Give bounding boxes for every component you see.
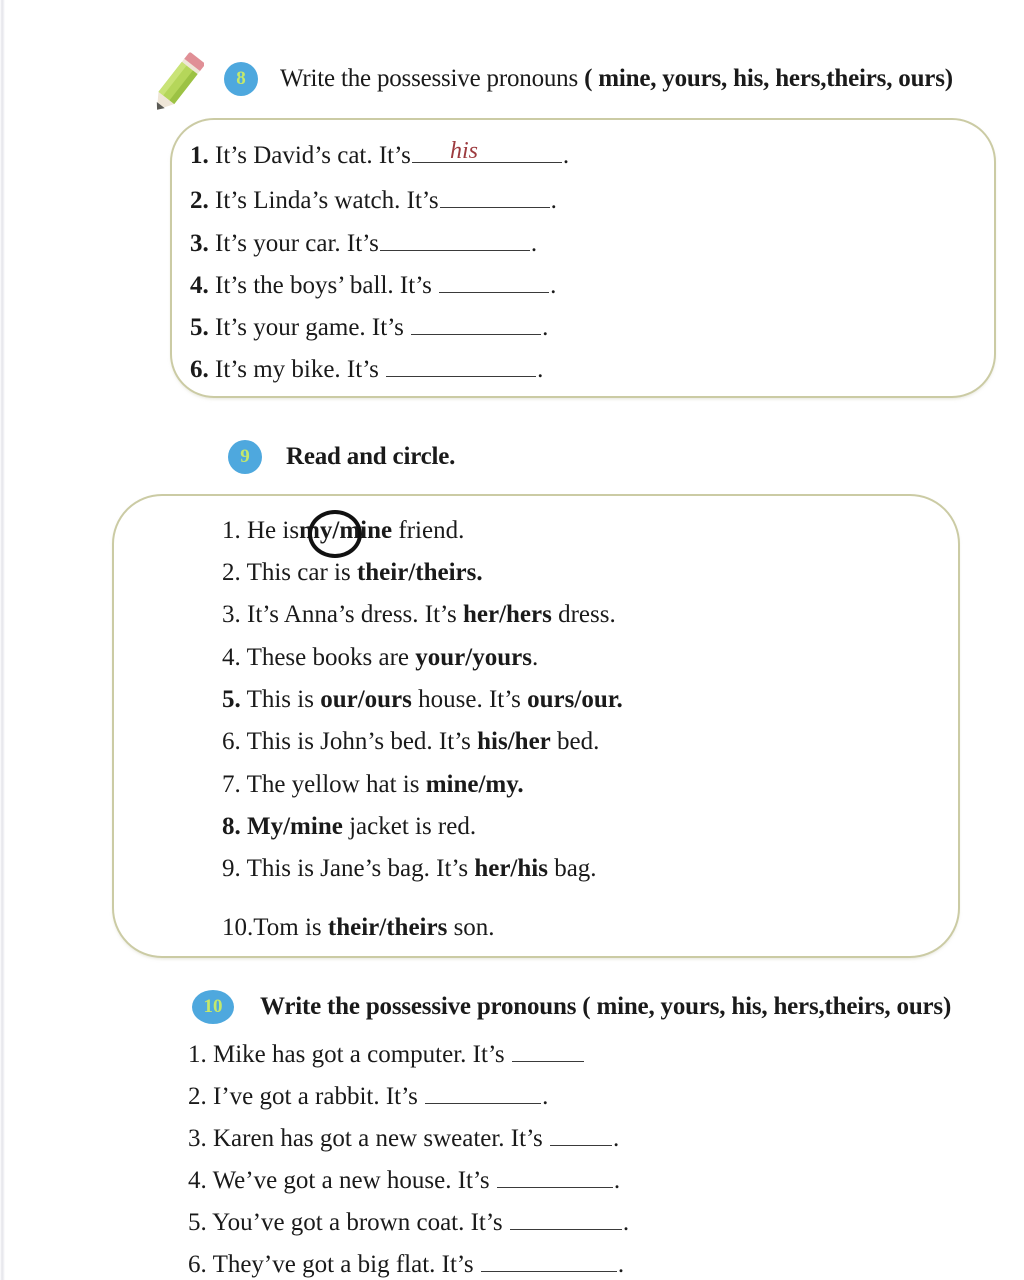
- ex9-item-1[interactable]: [222, 518, 464, 543]
- ex9-item-3-pre: It’s Anna’s dress. It’s: [247, 601, 463, 628]
- ex9-item-8-post: jacket is red.: [342, 813, 477, 840]
- ex10-item-2-text: I’ve got a rabbit. It’s: [213, 1082, 418, 1110]
- exercise-number-badge-9: 9: [228, 440, 262, 474]
- ex9-item-4-choice[interactable]: your/yours: [415, 644, 532, 671]
- ex9-item-5-choice[interactable]: our/ours: [320, 686, 412, 713]
- ex10-item-5-tail: .: [622, 1208, 630, 1236]
- ex9-item-5-number: 5.: [222, 686, 241, 713]
- ex9-item-7-number: 7.: [222, 771, 241, 798]
- ex9-item-8-choice[interactable]: My/mine: [247, 813, 343, 840]
- ex9-item-5[interactable]: [222, 687, 623, 712]
- ex9-item-2-number: 2.: [222, 559, 241, 586]
- ex10-item-4-tail: .: [613, 1166, 621, 1194]
- ex8-item-4-blank[interactable]: [439, 268, 549, 293]
- ex10-item-6-tail: .: [617, 1250, 625, 1278]
- ex8-item-5-number: 5.: [190, 313, 209, 341]
- ex8-item-6-blank[interactable]: [386, 352, 536, 377]
- exercise-10-title: [260, 993, 951, 1021]
- exercise-number-badge-10: 10: [192, 990, 234, 1024]
- exercise-number-badge-8: 8: [224, 62, 258, 96]
- ex8-item-3-text: It’s your car. It’s: [215, 229, 379, 257]
- ex10-item-2[interactable]: [188, 1079, 548, 1109]
- ex10-item-3-number: 3.: [188, 1124, 207, 1152]
- ex9-item-1-post: friend.: [392, 517, 465, 544]
- ex9-item-7[interactable]: [222, 772, 524, 797]
- ex9-item-6-post: bed.: [550, 728, 600, 755]
- ex9-item-7-pre: The yellow hat is: [246, 771, 426, 798]
- ex9-item-10-post: son.: [447, 914, 495, 941]
- ex9-item-5-choice2[interactable]: ours/our.: [527, 686, 623, 713]
- ex9-item-9-pre: This is Jane’s bag. It’s: [246, 855, 475, 882]
- ex9-item-10-choice[interactable]: their/theirs: [327, 914, 448, 941]
- ex9-item-10-number: 10.: [222, 914, 254, 941]
- ex8-item-3[interactable]: 3. It’s your car. It’s .: [190, 226, 537, 256]
- exercise-8-header: [224, 62, 953, 96]
- exercise-10-header: [192, 990, 951, 1024]
- ex8-item-1[interactable]: 1. It’s David’s cat. It’s .: [190, 138, 569, 168]
- ex10-item-3-blank[interactable]: [550, 1121, 612, 1146]
- ex9-item-10-pre: Tom is: [253, 914, 328, 941]
- ex9-item-2-choice[interactable]: their/theirs.: [356, 559, 483, 586]
- ex10-item-6-blank[interactable]: [481, 1247, 617, 1272]
- ex8-item-5[interactable]: 5. It’s your game. It’s .: [190, 310, 548, 340]
- exercise-8-title-plain: Write the possessive pronouns: [280, 65, 585, 92]
- ex8-item-6-text: It’s my bike. It’s: [215, 355, 379, 383]
- ex9-item-9-number: 9.: [222, 855, 241, 882]
- ex10-item-6[interactable]: [188, 1247, 624, 1277]
- ex8-item-2[interactable]: 2. It’s Linda’s watch. It’s .: [190, 183, 557, 213]
- exercise-9-title: Read and circle.: [286, 443, 456, 470]
- ex9-item-5-pre: This is: [246, 686, 321, 713]
- ex10-item-2-tail: .: [542, 1082, 549, 1110]
- ex9-item-4[interactable]: [222, 645, 538, 670]
- ex9-item-2-pre: This car is: [246, 559, 357, 586]
- ex8-item-5-blank[interactable]: [411, 310, 541, 335]
- ex10-item-5-text: You’ve got a brown coat. It’s: [212, 1208, 503, 1236]
- ex8-item-5-text: It’s your game. It’s: [215, 313, 404, 341]
- ex9-item-10[interactable]: [222, 915, 495, 940]
- ex8-item-4[interactable]: 4. It’s the boys’ ball. It’s .: [190, 268, 556, 298]
- ex9-item-1-number: 1.: [222, 517, 241, 544]
- pencil-icon: [152, 47, 204, 119]
- ex10-item-1-blank[interactable]: [512, 1037, 584, 1062]
- ex8-item-3-blank[interactable]: [380, 226, 530, 251]
- ex10-item-2-number: 2.: [188, 1082, 207, 1110]
- exercise-8-title: [280, 65, 953, 93]
- ex8-item-1-answer[interactable]: his: [450, 138, 479, 164]
- ex9-item-9-choice[interactable]: her/his: [474, 855, 548, 882]
- ex10-item-5-number: 5.: [188, 1208, 207, 1236]
- ex10-item-4-blank[interactable]: [497, 1163, 613, 1188]
- ex9-item-9-post: bag.: [547, 855, 597, 882]
- ex9-item-5-post: house. It’s: [411, 686, 528, 713]
- ex8-item-4-number: 4.: [190, 271, 209, 299]
- ex9-item-3-number: 3.: [222, 601, 241, 628]
- ex9-item-9[interactable]: [222, 856, 597, 881]
- ex9-item-2[interactable]: [222, 560, 483, 585]
- exercise-10-title-bold: ( mine, yours, his, hers,theirs, ours): [582, 993, 952, 1020]
- ex9-item-3[interactable]: [222, 602, 616, 627]
- ex10-item-4[interactable]: [188, 1163, 620, 1193]
- ex8-item-2-number: 2.: [190, 186, 209, 214]
- ex9-item-7-choice[interactable]: mine/my.: [425, 771, 524, 798]
- ex8-item-6[interactable]: 6. It’s my bike. It’s .: [190, 352, 543, 382]
- ex10-item-3[interactable]: [188, 1121, 619, 1151]
- ex8-item-2-text: It’s Linda’s watch. It’s: [215, 186, 439, 214]
- ex8-item-6-number: 6.: [190, 355, 209, 383]
- ex9-item-3-post: dress.: [551, 601, 616, 628]
- ex9-item-4-post: .: [531, 644, 539, 671]
- ex8-item-2-blank[interactable]: [440, 183, 550, 208]
- ex8-item-3-number: 3.: [190, 229, 209, 257]
- ex10-item-6-number: 6.: [188, 1250, 207, 1278]
- ex10-item-3-text: Karen has got a new sweater. It’s: [213, 1124, 543, 1152]
- ex9-item-8[interactable]: [222, 814, 476, 839]
- ex10-item-3-tail: .: [613, 1124, 620, 1152]
- ex8-item-1-number: 1.: [190, 141, 209, 169]
- exercise-8-title-bold: ( mine, yours, his, hers,theirs, ours): [584, 65, 953, 92]
- ex10-item-4-number: 4.: [188, 1166, 207, 1194]
- ex9-item-4-pre: These books are: [246, 644, 416, 671]
- ex9-item-4-number: 4.: [222, 644, 241, 671]
- page-left-edge: [0, 0, 5, 1280]
- ex10-item-5-blank[interactable]: [510, 1205, 622, 1230]
- ex10-item-1[interactable]: [188, 1037, 585, 1067]
- ex8-item-1-blank[interactable]: [412, 138, 562, 163]
- ex10-item-5[interactable]: [188, 1205, 629, 1235]
- exercise-10-title-plain: Write the possessive pronouns: [260, 993, 583, 1020]
- ex9-item-6-choice[interactable]: his/her: [477, 728, 551, 755]
- ex9-item-3-choice[interactable]: her/hers: [462, 601, 552, 628]
- ex10-item-2-blank[interactable]: [425, 1079, 541, 1104]
- ex9-item-6[interactable]: [222, 729, 599, 754]
- ex10-item-1-text: Mike has got a computer. It’s: [213, 1040, 505, 1068]
- ex9-item-8-number: 8.: [222, 813, 241, 840]
- exercise-9-header: [228, 440, 455, 474]
- ex10-item-6-text: They’ve got a big flat. It’s: [212, 1250, 474, 1278]
- ex8-item-4-text: It’s the boys’ ball. It’s: [215, 271, 432, 299]
- ex10-item-1-number: 1.: [188, 1040, 207, 1068]
- ex9-item-1-pre: He is: [247, 517, 300, 544]
- ex8-item-1-text: It’s David’s cat. It’s: [215, 141, 411, 169]
- ex9-item-6-pre: This is John’s bed. It’s: [246, 728, 478, 755]
- ex9-item-1-choice[interactable]: my/mine: [299, 517, 393, 544]
- ex10-item-4-text: We’ve got a new house. It’s: [212, 1166, 490, 1194]
- ex9-item-6-number: 6.: [222, 728, 241, 755]
